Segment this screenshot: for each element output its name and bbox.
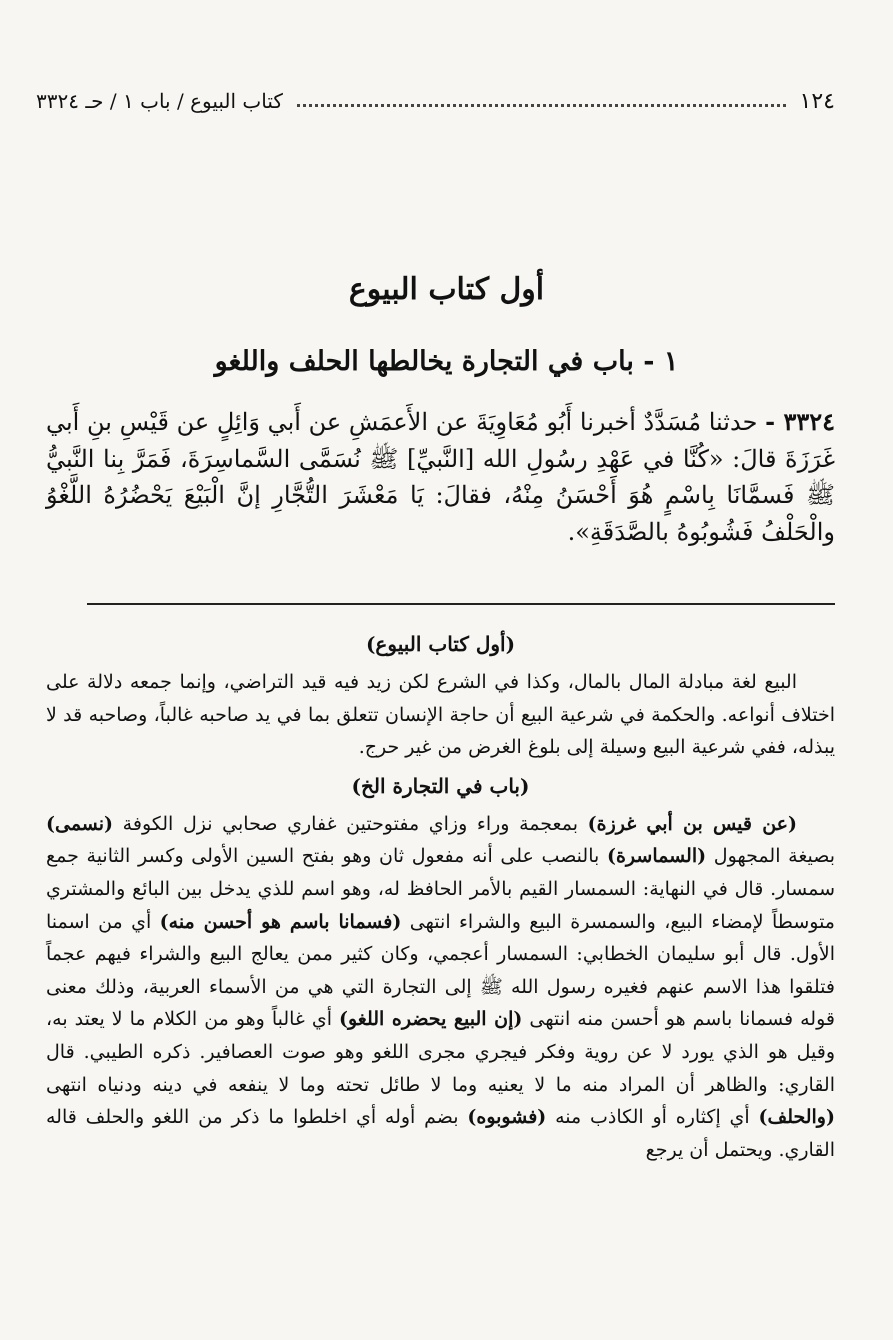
header-dotted-leader (297, 104, 786, 107)
page-number: ١٢٤ (799, 88, 835, 114)
commentary-lemma: (نسمى) (46, 812, 114, 835)
chapter-title: في التجارة يخالطها الحلف واللغو (214, 346, 584, 377)
commentary-text: بضم أوله أي اخلطوا ما ذكر من اللغو والحلف قاله القاري. ويحتمل أن يرجع (46, 1106, 835, 1161)
commentary-text: بالنصب على أنه مفعول ثان وهو بفتح السين الأولى وكسر الثانية جمع سمسار. قال في النهاية: السمسار القيم بالأمر الحافظ له، وهو اسم للذي يدخل بين البائع والمشتري متوسطاً لإمضاء البيع، والسمسرة البيع والشراء انتهى (46, 845, 835, 933)
commentary-section (46, 622, 835, 1166)
commentary-text: أي غالباً وهو من الكلام ما لا يعتد به، وقيل هو الذي يورد لا عن روية وفكر فيجري مجرى اللغو وهو صوت العصافير. ذكره الطيبي. قال القاري: والظاهر أن المراد منه ما لا يعنيه وما لا طائل تحته وما لا ينفعه في دينه ودنياه انتهى (46, 1008, 835, 1096)
book-title: أول كتاب البيوع (348, 272, 545, 307)
hadith-text-block (46, 404, 835, 550)
footnote-separator-rule (87, 603, 835, 605)
commentary-lemma: (والحلف) (758, 1106, 835, 1129)
commentary-heading-book: (أول كتاب البيوع) (365, 632, 516, 656)
commentary-heading-chapter: (باب في التجارة الخ) (351, 773, 530, 798)
commentary-lemma: (السماسرة) (606, 845, 707, 868)
hadith-text: حدثنا مُسَدَّدٌ أخبرنا أَبُو مُعَاوِيَةَ عن الأَعمَشِ عن أَبي وَائِلٍ عن قَيْسِ بنِ أَبي غَرَزَةَ قالَ: «كُنَّا في عَهْدِ رسُولِ الله [النَّبيِّ] ﷺ نُسَمَّى السَّماسِرَةَ، فَمَرَّ بِنا النَّبيُّ ﷺ فَسمَّانَا بِاسْمٍ هُوَ أَحْسَنُ مِنْهُ، فقالَ: يَا مَعْشَرَ التُّجَّارِ إنَّ الْبَيْعَ يَحْضُرُهُ اللَّغْوُ والْحَلْفُ فَشُوبُوهُ بالصَّدَقَةِ». (46, 408, 835, 546)
chapter-heading (0, 346, 893, 377)
commentary-lemma: (عن قيس بن أبي غرزة) (587, 812, 797, 835)
chapter-number: ١ - (643, 346, 679, 377)
commentary-paragraph-2 (46, 808, 835, 1167)
commentary-lemma: (فشوبوه) (467, 1106, 547, 1129)
header-section-reference: كتاب البيوع / باب ١ / حـ ٣٣٢٤ (36, 89, 283, 113)
commentary-paragraph-1: البيع لغة مبادلة المال بالمال، وكذا في الشرع لكن زيد فيه قيد التراضي، وإنما جمعه دلالة على اختلاف أنواعه. والحكمة في شرعية البيع أن حاجة الإنسان تتعلق بما في يد صاحبه غالباً، وصاحبه قد لا يبذله، ففي شرعية البيع وسيلة إلى بلوغ الغرض من غير حرج. (46, 671, 835, 759)
commentary-text: بمعجمة وراء وزاي مفتوحتين غفاري صحابي نزل الكوفة (113, 812, 588, 835)
commentary-lemma: (فسمانا باسم هو أحسن منه) (159, 910, 402, 933)
commentary-lemma: (إن البيع يحضره اللغو) (339, 1008, 523, 1031)
chapter-word: باب (592, 346, 634, 377)
commentary-text: بصيغة المجهول (706, 845, 835, 868)
commentary-text: أي إكثاره أو الكاذب منه (546, 1106, 759, 1129)
hadith-number: ٣٣٢٤ - (765, 407, 835, 436)
running-header (36, 84, 835, 118)
commentary-text: أي من اسمنا الأول. قال أبو سليمان الخطابي: السمسار أعجمي، وكان كثير ممن يعالج البيع والشراء فيهم عجماً فتلقوا هذا الاسم عنهم فغيره رسول الله ﷺ إلى التجارة التي هي من الأسماء العربية، وذلك معنى قوله فسمانا باسم هو أحسن منه انتهى (46, 910, 835, 1031)
